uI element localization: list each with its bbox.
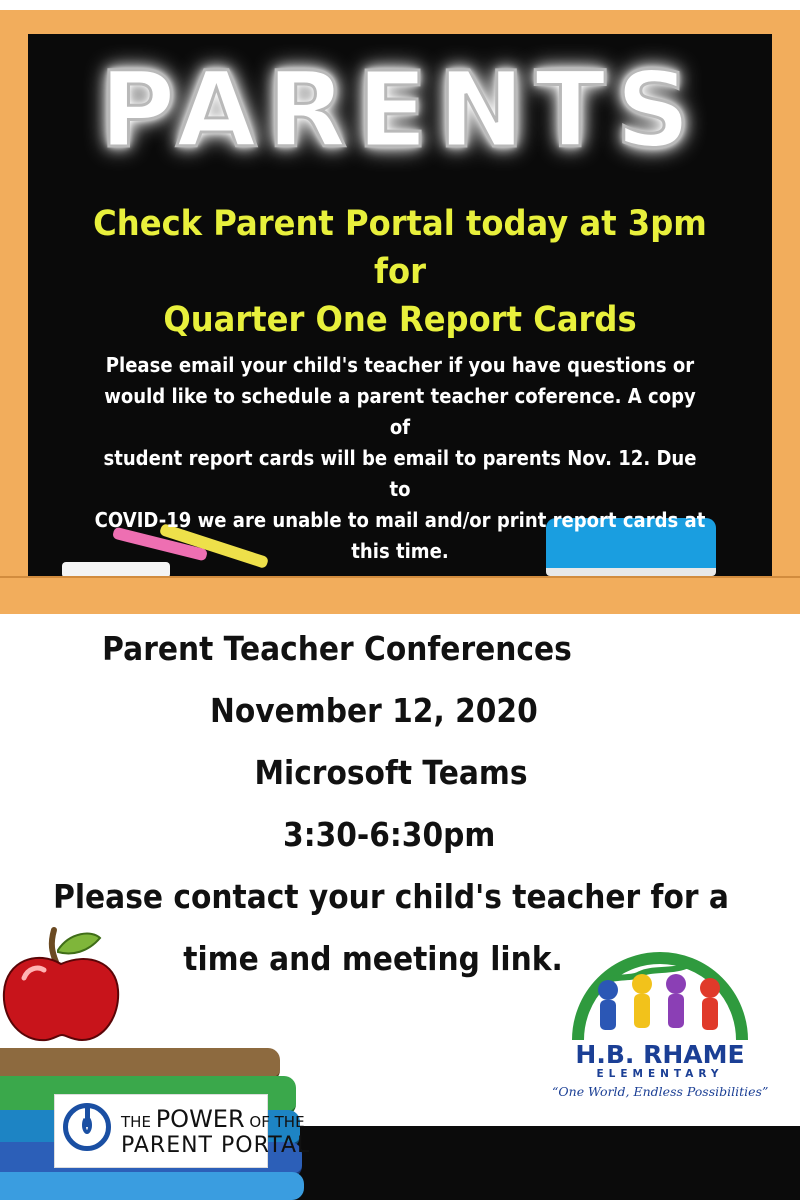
message-line: would like to schedule a parent teacher coference. A copy of — [104, 384, 696, 439]
conference-date: November 12, 2020 — [210, 691, 538, 730]
message-line: Please email your child's teacher if you have questions or — [105, 353, 695, 377]
conference-time: 3:30-6:30pm — [283, 815, 496, 854]
portal-logo-power: POWER — [155, 1105, 245, 1133]
book-light-blue — [0, 1172, 304, 1200]
conference-details — [40, 618, 760, 990]
conference-title: Parent Teacher Conferences — [102, 629, 572, 668]
message-line: COVID-19 we are unable to mail and/or print report cards at — [94, 508, 706, 532]
portal-logo-the: THE — [121, 1113, 151, 1131]
school-logo — [552, 944, 769, 1110]
portal-logo-line1 — [121, 1105, 305, 1133]
parents-headline: PARENTS — [99, 49, 701, 171]
school-subtitle: ELEMENTARY — [596, 1068, 724, 1080]
school-name: H.B. RHAME — [575, 1040, 745, 1069]
parent-portal-logo — [54, 1094, 311, 1168]
power-icon-stem — [85, 1105, 90, 1127]
globe-kids-icon — [560, 944, 760, 1044]
chalkboard-ledge — [0, 576, 800, 614]
conference-note: Please contact your child's teacher for a — [53, 877, 729, 916]
portal-logo-of-the: OF THE — [249, 1113, 305, 1131]
board-message — [92, 350, 708, 567]
frame-top-strip — [0, 0, 800, 10]
portal-logo-line2: PARENT PORTAL — [121, 1133, 311, 1158]
announcement-line: Check Parent Portal today at 3pm for — [93, 204, 707, 292]
report-card-announcement — [69, 200, 731, 344]
conference-note: time and meeting link. — [183, 939, 563, 978]
school-tagline: “One World, Endless Possibilities” — [552, 1084, 769, 1099]
conference-platform: Microsoft Teams — [254, 753, 528, 792]
announcement-line: Quarter One Report Cards — [163, 300, 637, 340]
message-line: student report cards will be email to parents Nov. 12. Due to — [103, 446, 697, 501]
message-line: this time. — [351, 539, 449, 563]
